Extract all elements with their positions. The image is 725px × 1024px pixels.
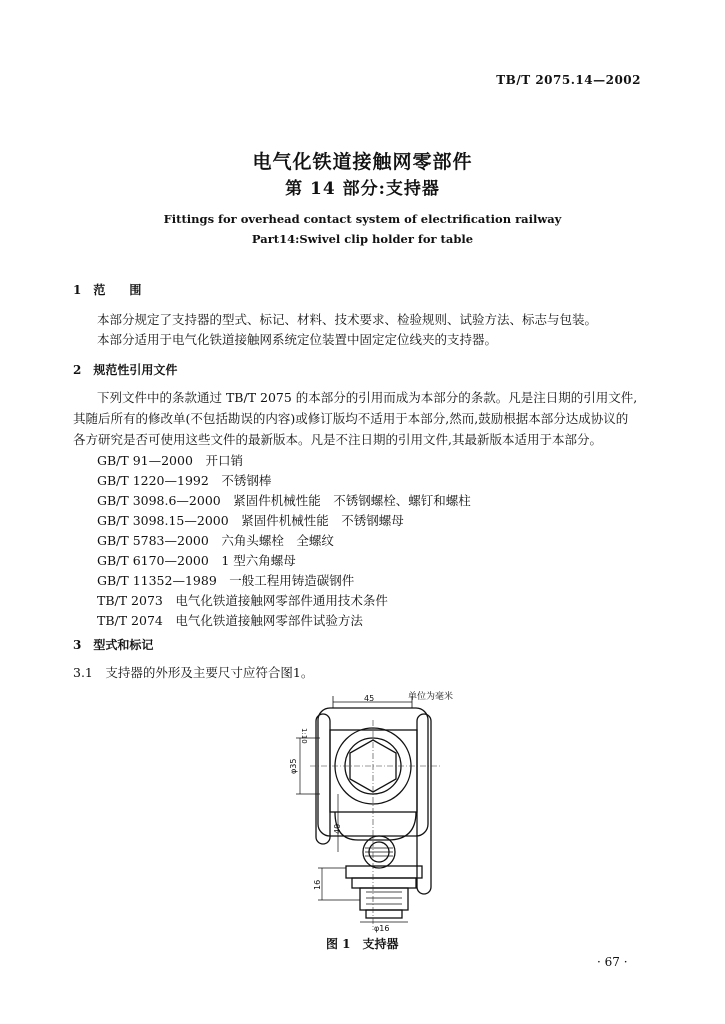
reference-title: 六角头螺栓 全螺纹 (221, 533, 334, 548)
page-number: · 67 · (597, 955, 628, 969)
title-chinese-line1: 电气化铁道接触网零部件 (252, 151, 473, 173)
section-1-paragraph: 本部分规定了支持器的型式、标记、材料、技术要求、检验规则、试验方法、标志与包装。 (97, 312, 598, 327)
document-number: TB/T 2075.14—2002 (496, 73, 641, 87)
reference-item (97, 531, 334, 549)
section-2-paragraph: 各方研究是否可使用这些文件的最新版本。凡是不注日期的引用文件,其最新版本适用于本部分。 (73, 432, 602, 447)
reference-code: GB/T 1220—1992 (97, 473, 209, 488)
reference-code: GB/T 11352—1989 (97, 573, 217, 588)
title-english-line2: Part14:Swivel clip holder for table (251, 232, 474, 246)
section-2-heading: 2 规范性引用文件 (73, 363, 178, 377)
reference-code: GB/T 91—2000 (97, 453, 193, 468)
section-2-paragraph: 下列文件中的条款通过 TB/T 2075 的本部分的引用而成为本部分的条款。凡是注日期的引用文件, (97, 390, 638, 405)
dim-40-label: 40 (333, 823, 342, 834)
reference-code: TB/T 2073 (97, 593, 163, 608)
reference-code: GB/T 6170—2000 (97, 553, 209, 568)
reference-item (97, 491, 471, 509)
reference-title: 开口销 (205, 453, 243, 468)
section-1-paragraph: 本部分适用于电气化铁道接触网系统定位装置中固定定位线夹的支持器。 (97, 332, 498, 347)
reference-title: 电气化铁道接触网零部件试验方法 (175, 613, 363, 628)
reference-code: GB/T 3098.6—2000 (97, 493, 221, 508)
reference-code: GB/T 5783—2000 (97, 533, 209, 548)
unit-note: 单位为毫米 (408, 692, 454, 702)
dim-dia16-label: φ16 (374, 924, 390, 933)
reference-title: 紧固件机械性能 不锈钢螺栓、螺钉和螺柱 (233, 493, 471, 508)
reference-item (97, 551, 296, 569)
figure-caption: 图 1 支持器 (326, 937, 399, 951)
section-3-heading: 3 型式和标记 (73, 638, 154, 652)
reference-item (97, 591, 388, 609)
reference-item (97, 511, 404, 529)
dim-dia35-label: φ35 (289, 758, 298, 774)
reference-code: TB/T 2074 (97, 613, 163, 628)
dim-16-label: 16 (313, 879, 322, 890)
reference-title: 1 型六角螺母 (221, 553, 296, 568)
dim-slope-label: 1:10 (300, 728, 308, 744)
section-2-paragraph: 其随后所有的修改单(不包括勘误的内容)或修订版均不适用于本部分,然而,鼓励根据本部分达成协议的 (73, 411, 629, 426)
title-english-line1: Fittings for overhead contact system of electrification railway (163, 212, 562, 226)
reference-title: 紧固件机械性能 不锈钢螺母 (241, 513, 404, 528)
reference-title: 电气化铁道接触网零部件通用技术条件 (175, 593, 388, 608)
reference-item (97, 471, 271, 489)
reference-item (97, 571, 354, 589)
reference-item (97, 451, 243, 469)
clause-3-1: 3.1 支持器的外形及主要尺寸应符合图1。 (73, 665, 314, 680)
swivel-clip-holder-drawing (280, 690, 460, 935)
section-1-heading: 1 范 围 (73, 283, 142, 297)
reference-item (97, 611, 363, 629)
title-chinese-line2: 第 14 部分:支持器 (285, 179, 440, 199)
reference-title: 不锈钢棒 (221, 473, 272, 488)
reference-code: GB/T 3098.15—2000 (97, 513, 229, 528)
dim-45-label: 45 (364, 694, 375, 703)
reference-title: 一般工程用铸造碳钢件 (229, 573, 355, 588)
